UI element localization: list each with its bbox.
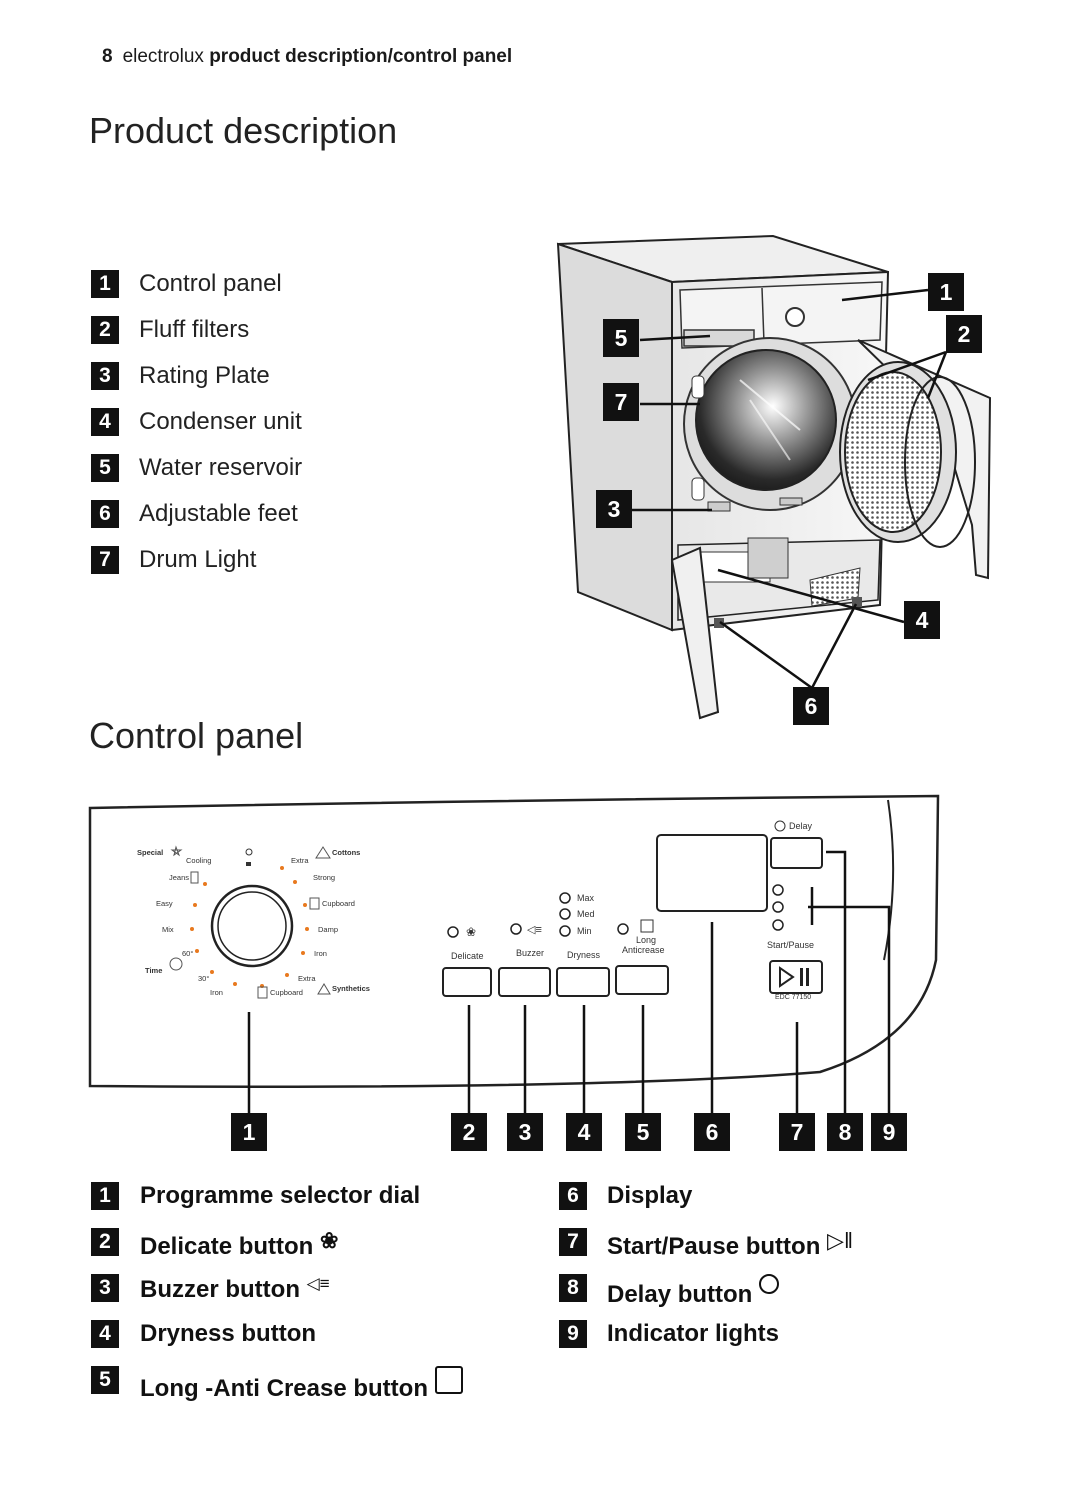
delicate-icon: ❀ — [320, 1228, 339, 1253]
dial-label: Extra — [291, 856, 309, 865]
list-number: 6 — [91, 500, 119, 528]
list-item — [607, 1228, 853, 1261]
list-item: Drum Light — [139, 546, 257, 573]
callout-marker: 5 — [625, 1113, 661, 1151]
legend-label: Delicate button — [140, 1233, 314, 1260]
callout-marker: 2 — [946, 315, 982, 353]
callout-marker: 5 — [603, 319, 639, 357]
legend-label: Buzzer button — [140, 1276, 300, 1303]
dial-label: Extra — [298, 974, 316, 983]
dial-label: Strong — [313, 873, 336, 882]
page-number: 8 — [102, 46, 113, 67]
list-number: 5 — [91, 454, 119, 482]
dial-label: 60° — [182, 949, 194, 958]
list-item: Indicator lights — [607, 1320, 780, 1347]
button-label-delay: Delay — [789, 821, 813, 831]
list-number: 1 — [91, 1182, 119, 1210]
dryness-level: Max — [577, 893, 595, 903]
list-number: 8 — [559, 1274, 587, 1302]
dial-label: Cupboard — [270, 988, 303, 997]
button-label-long: Long — [636, 935, 657, 945]
dial-label: Damp — [318, 925, 339, 934]
callout-marker: 7 — [779, 1113, 815, 1151]
callout-marker: 1 — [231, 1113, 267, 1151]
legend-label: Start/Pause button — [607, 1233, 821, 1260]
callout-marker: 3 — [507, 1113, 543, 1151]
button-label-anticrease: Anticrease — [622, 945, 665, 955]
list-item: Rating Plate — [139, 362, 270, 389]
list-number: 1 — [91, 270, 119, 298]
callout-marker: 6 — [694, 1113, 730, 1151]
list-item: Dryness button — [140, 1320, 317, 1347]
list-item — [607, 1274, 779, 1309]
list-number: 4 — [91, 1320, 119, 1348]
dial-label: Mix — [162, 925, 174, 934]
list-item — [140, 1366, 463, 1403]
dryness-level: Min — [577, 926, 592, 936]
buzzer-button[interactable] — [499, 968, 550, 996]
dial-label: Special — [137, 848, 164, 857]
list-number: 2 — [91, 1228, 119, 1256]
list-item — [140, 1274, 330, 1304]
button-label-start-pause: Start/Pause — [767, 940, 815, 950]
dial-label: Jeans — [169, 873, 190, 882]
dryness-level: Med — [577, 909, 595, 919]
list-item: Fluff filters — [139, 316, 250, 343]
dial-label: Iron — [210, 988, 223, 997]
list-number: 6 — [559, 1182, 587, 1210]
list-item: Water reservoir — [139, 454, 303, 481]
list-number: 4 — [91, 408, 119, 436]
delicate-icon: ❀ — [466, 925, 477, 939]
list-number: 5 — [91, 1366, 119, 1394]
callout-marker: 4 — [566, 1113, 602, 1151]
long-anticrease-button[interactable] — [616, 966, 668, 994]
buzzer-icon: ◁≡ — [306, 1274, 330, 1293]
list-item — [140, 1228, 338, 1261]
dial-label: Easy — [156, 899, 173, 908]
callout-marker: 9 — [871, 1113, 907, 1151]
list-item: Condenser unit — [139, 408, 302, 435]
list-number: 7 — [91, 546, 119, 574]
list-item: Programme selector dial — [140, 1182, 421, 1209]
display-screen — [657, 835, 767, 911]
start-pause-button[interactable] — [770, 961, 822, 993]
callout-marker: 8 — [827, 1113, 863, 1151]
dial-label: Iron — [314, 949, 327, 958]
callout-marker: 4 — [904, 601, 940, 639]
button-label-dryness: Dryness — [567, 950, 601, 960]
callout-marker: 3 — [596, 490, 632, 528]
dryness-button[interactable] — [557, 968, 609, 996]
page-header — [102, 46, 512, 68]
callout-marker: 2 — [451, 1113, 487, 1151]
list-number: 2 — [91, 316, 119, 344]
list-item: Display — [607, 1182, 693, 1209]
dial-label: Time — [145, 966, 163, 975]
dial-label: Synthetics — [332, 984, 370, 993]
start-pause-icon: ▷‖ — [827, 1228, 854, 1253]
legend-label: Delay button — [607, 1281, 753, 1308]
list-number: 9 — [559, 1320, 587, 1348]
control-panel-title: Control panel — [89, 715, 304, 756]
button-label-buzzer: Buzzer — [516, 948, 545, 958]
list-number: 3 — [91, 362, 119, 390]
callout-marker: 7 — [603, 383, 639, 421]
legend-label: Long -Anti Crease button — [140, 1375, 428, 1402]
control-panel-illustration — [80, 790, 960, 1120]
callout-marker: 1 — [928, 273, 964, 311]
dial-label: Cupboard — [322, 899, 355, 908]
buzzer-icon: ◁≡ — [527, 924, 542, 936]
list-item: Control panel — [139, 270, 282, 297]
section-title: product description/control panel — [209, 46, 513, 67]
delicate-button[interactable] — [443, 968, 491, 996]
product-description-title: Product description — [89, 110, 398, 151]
dial-label: Cottons — [332, 848, 361, 857]
model-number: EDC 77150 — [775, 994, 812, 1001]
list-item: Adjustable feet — [139, 500, 298, 527]
button-label-delicate: Delicate — [451, 951, 484, 961]
dial-label: Cooling — [186, 856, 212, 865]
brand-name: electrolux — [122, 46, 204, 67]
list-number: 7 — [559, 1228, 587, 1256]
delay-button[interactable] — [771, 838, 822, 868]
dial-label: 30° — [198, 974, 210, 983]
delay-icon — [759, 1274, 779, 1294]
long-anticrease-icon — [435, 1366, 463, 1394]
callout-marker: 6 — [793, 687, 829, 725]
list-number: 3 — [91, 1274, 119, 1302]
